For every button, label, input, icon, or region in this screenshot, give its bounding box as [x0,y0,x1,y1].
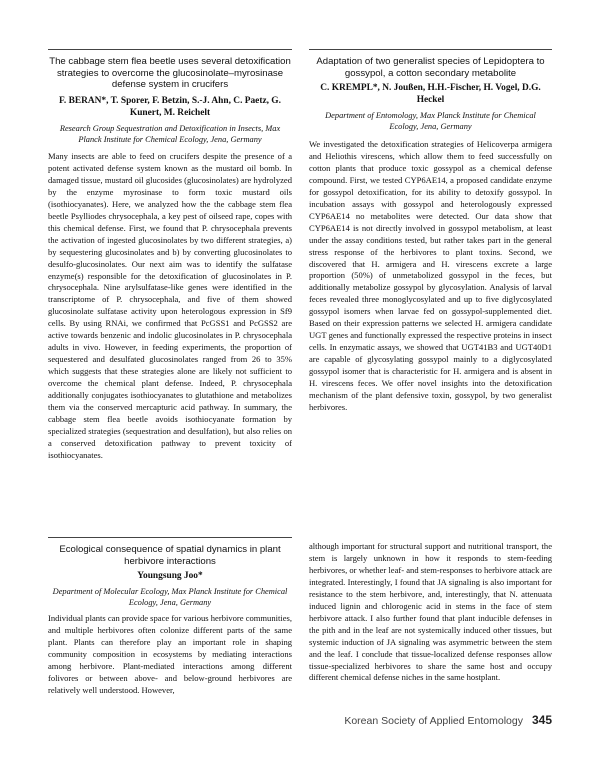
article3-title [48,544,292,567]
article2-body-text: We investigated the detoxification strategies of Helicoverpa armigera and Heliothis virescens, which allow them to feed successfully on cotton plants that produce toxic gossypol as a chemical defense compound. First, we tested CYP6AE14, a proposed candidate enzyme for gossypol detoxification, for its ability to detoxify gossypol. In incubation assays with gossypol and heterologously expressed CYP6AE14 no metabolites were detected. Our data show that CYP6AE14 is not directly involved in gossypol metabolism, at least under the assay conditions tested, but rather takes part in the general stress response of the herbivores to plant toxins. Second, we discovered that H. armigera and H. virescens excrete a large proportion (50%) of unmetabolized gossypol in the feces, but additionally metabolize gossypol by glycosylation. Analysis of larval feces revealed three monoglycosylated and up to five diglycosylated gossypol isomers when larvae fed on gossypol-supplemented diet. Based on their expression patterns we selected H. armigera candidate UGT genes and functionally expressed the respective proteins in insect cells. In enzymatic assays, we showed that UGT41B3 and UGT40D1 are capable of glycosylating gossypol mainly to a diglycosylated gossypol isomer that is characteristic for H. armigera and is absent in H. virescens feces. We offer novel insights into the detoxification mechanism of the plant defensive toxin, gossypol, by two generalist herbivores. [309,139,552,412]
article2-top-rule [309,49,552,50]
article2-title-text: Adaptation of two generalist species of Lepidoptera to gossypol, a cotton secondary metabolite [316,56,545,79]
article2-authors [315,82,546,106]
article1-title [48,56,292,91]
article1-affiliation [52,123,288,145]
article3-authors-text: Youngsung Joo* [137,571,203,581]
article3-body-right-text: although important for structural support and nutritional transport, the stem is largely unknown in how it responds to stem-feeding herbivores, or whether leaf- and stem-responses to herbivore attack are integrated. Interestingly, I found that JA signaling is also important for resistance to the stem herbivore, and, interestingly, that N. attenuata induced lignin and chlorogenic acid in stems in the face of stem herbivore attack. I also further found that plant inducible defenses in the pith and in the leaf are not systemically induced other tissues, but systemic induction of JA signaling was asymmetric between the stem and the leaf. I conclude that tissue-localized defense responses allow tissue-specialized herbivores to share the same host and occupy different chemical defense niches in the same hostplant. [309,541,552,683]
article1-authors-text: F. BERAN*, T. Sporer, F. Betzin, S.-J. Ahn, C. Paetz, G. Kunert, M. Reichelt [59,96,281,119]
article3-affiliation [52,586,288,608]
article3-body-left-text: Individual plants can provide space for various herbivore communities, and multiple herbivores often colonize different parts of the same plant. Plants can therefore play an important role in shaping community composition in ecosystems by mediating interactions among herbivore. Plant-mediated interactions among different folivores or between above- and below-ground herbivores are relatively well understood. However, [48,613,292,695]
page-footer [344,711,552,729]
article3-title-text: Ecological consequence of spatial dynamics in plant herbivore interactions [59,544,281,567]
article1-title-text: The cabbage stem flea beetle uses several detoxification strategies to overcome the glucosinolate–myrosinase defense system in crucifers [49,56,291,91]
footer-page-number: 345 [531,713,552,727]
article1-authors [52,95,288,119]
article3-authors [52,570,288,582]
article1-body [48,151,292,462]
article3-body-right [309,541,552,684]
article2-affiliation [315,110,546,132]
article2-affiliation-text: Department of Entomology, Max Planck Institute for Chemical Ecology, Jena, Germany [325,111,536,131]
article3-top-rule [48,537,292,538]
article1-body-text: Many insects are able to feed on crucifers despite the presence of a potent activated defense system known as the mustard oil bomb. In damaged tissue, mustard oil glucosides (glucosinolates) are hydrolyzed by the enzyme myrosinase to form toxic mustard oils (isothiocyanates). Here, we analyzed how the the cabbage stem flea beetle Psylliodes chrysocephala, a key pest of oilseed rape, copes with this chemical defense. First, we found that P. chrysocephala prevents the activation of ingested glucosinolates by two different strategies, a) by sequestering glucosinolates and b) by converting glucosinolates to desulfo-glucosinolates. Our next aim was to identify the sulfatase enzyme(s) responsible for the detoxification of glucosinolates in P. chrysocephala. Nine arylsulfatase-like genes were identified in the transcriptome of P. chrysocephala, and five of them showed glucosinolate sulfatase activity upon heterologous expression in Sf9 cells. By using RNAi, we confirmed that PcGSS1 and PcGSS2 are active towards benzenic and indolic glucosinolates in P. chrysocephala adults in vivo. However, in feeding experiments, the proportion of sequestered and desulfated glucosinolates ranged from 26 to 35% which suggests that these strategies alone are likely not sufficient to overcome the chemical plant defense. Indeed, P. chrysocephala additionally conjugates isothiocyanates to glutathione and metabolizes them via the conserved mercapturic acid pathway. In summary, the cabbage stem flea beetle avoids isothiocyanate formation by specialized strategies (sequestration and desulfation), but also relies on a conserved detoxification pathway to prevent toxicity of isothiocyanates. [48,151,292,460]
article1-top-rule [48,49,292,50]
article2-title [309,56,552,79]
article2-authors-text: C. KREMPL*, N. Joußen, H.H.-Fischer, H. Vogel, D.G. Heckel [320,83,541,106]
article3-body-left [48,613,292,697]
article2-body [309,139,552,414]
article3-affiliation-text: Department of Molecular Ecology, Max Planck Institute for Chemical Ecology, Jena, Germany [52,587,288,607]
article1-affiliation-text: Research Group Sequestration and Detoxification in Insects, Max Planck Institute for Chemical Ecology, Jena, Germany [59,124,281,144]
footer-society-name: Korean Society of Applied Entomology [344,715,523,727]
